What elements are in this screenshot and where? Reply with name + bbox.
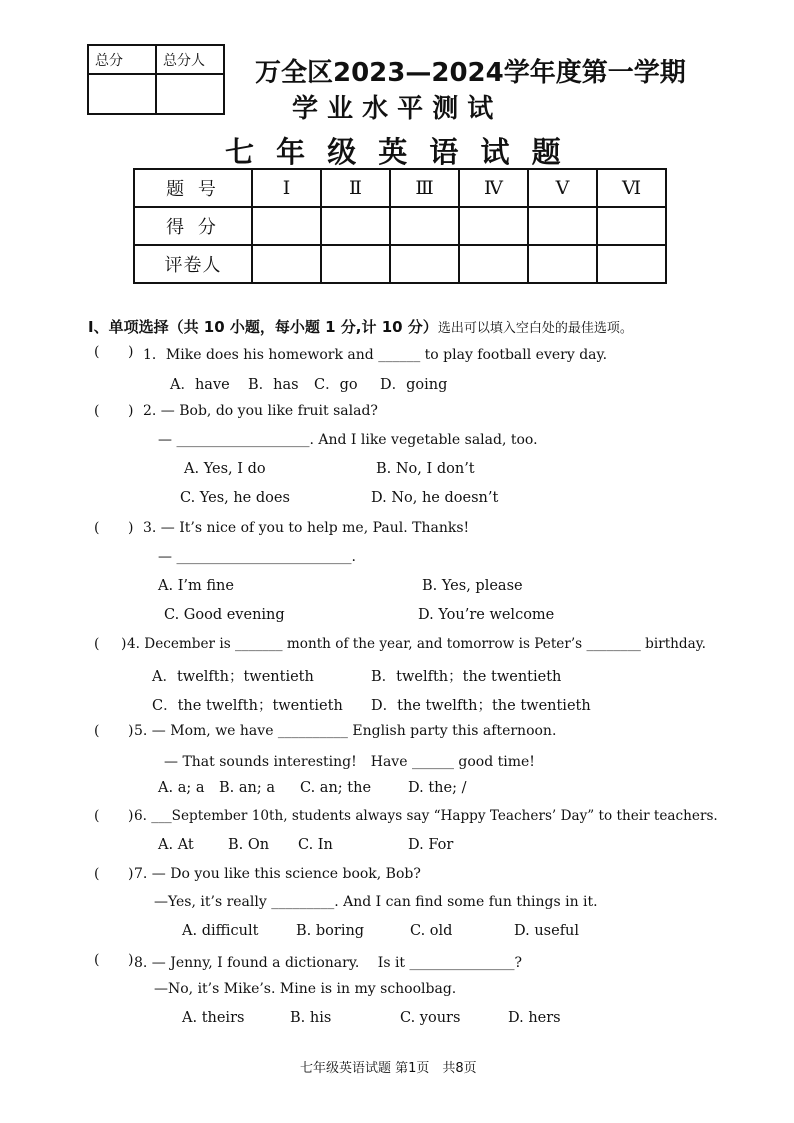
answer-paren-close: ) (128, 952, 134, 968)
answer-paren-open: ( (94, 723, 100, 739)
col-5: Ⅴ (528, 169, 597, 207)
option[interactable]: B. an; a (219, 780, 275, 796)
option[interactable]: B．twelfth；the twentieth (371, 669, 562, 685)
total-score-label: 总分 (88, 45, 156, 74)
option[interactable]: B．has (248, 377, 299, 393)
total-scorer-label: 总分人 (156, 45, 224, 74)
answer-paren-close: ) (128, 520, 134, 536)
grade-score-row (134, 207, 666, 245)
answer-paren-open: ( (94, 636, 100, 652)
col-1: Ⅰ (252, 169, 321, 207)
option[interactable]: B. No, I don’t (376, 461, 475, 477)
option[interactable]: A．have (170, 377, 230, 393)
exam-title-line2: 学 业 水 平 测 试 (292, 94, 494, 124)
answer-paren-close: ) (121, 636, 127, 652)
marker-cell[interactable] (597, 245, 666, 283)
option[interactable]: A. I’m fine (158, 578, 234, 594)
option[interactable]: B. boring (296, 923, 365, 939)
question-8-reply: —No, it’s Mike’s. Mine is in my schoolbag. (154, 981, 457, 997)
score-cell[interactable] (252, 207, 321, 245)
option[interactable]: D. the; / (408, 780, 467, 796)
grade-table (133, 168, 667, 284)
grade-header-row (134, 169, 666, 207)
option[interactable]: C. an; the (300, 780, 372, 796)
marker-cell[interactable] (459, 245, 528, 283)
marker-cell[interactable] (252, 245, 321, 283)
option[interactable]: C．go (314, 377, 358, 393)
option[interactable]: D．going (380, 377, 448, 393)
option[interactable]: C．the twelfth；twentieth (152, 698, 343, 714)
section-title: Ⅰ、单项选择（共 10 小题，每小题 1 分,计 10 分） (88, 318, 438, 336)
col-4: Ⅳ (459, 169, 528, 207)
row-label-score: 得 分 (134, 207, 252, 245)
option[interactable]: C. yours (400, 1010, 461, 1026)
question-7-stem: 7. — Do you like this science book, Bob? (134, 866, 421, 882)
question-2-reply: — ___________________. And I like vegetable salad, too. (158, 432, 538, 448)
option[interactable]: A. difficult (182, 923, 259, 939)
option[interactable]: B. On (228, 837, 270, 853)
total-scorer-cell[interactable] (156, 74, 224, 114)
answer-paren-open: ( (94, 808, 100, 824)
option[interactable]: B. Yes, please (422, 578, 523, 594)
option[interactable]: C. Good evening (164, 607, 285, 623)
question-1-stem: 1．Mike does his homework and ______ to play football every day. (143, 347, 608, 363)
option[interactable]: A. a; a (158, 780, 205, 796)
option[interactable]: C. Yes, he does (180, 490, 290, 506)
marker-cell[interactable] (390, 245, 459, 283)
answer-paren-close: ) (128, 866, 134, 882)
answer-paren-close: ) (128, 344, 134, 360)
total-score-cell[interactable] (88, 74, 156, 114)
row-label-number: 题 号 (134, 169, 252, 207)
question-6-stem: 6. ___September 10th, students always say “Happy Teachers’ Day” to their teachers. (134, 808, 718, 824)
answer-paren-close: ) (128, 723, 134, 739)
option[interactable]: A. Yes, I do (184, 461, 266, 477)
question-3-stem: 3. — It’s nice of you to help me, Paul. Thanks! (143, 520, 470, 536)
col-2: Ⅱ (321, 169, 390, 207)
question-5-reply: — That sounds interesting! Have ______ good time! (164, 754, 535, 770)
score-cell[interactable] (528, 207, 597, 245)
total-score-box (87, 44, 225, 115)
option[interactable]: D. useful (514, 923, 580, 939)
col-3: Ⅲ (390, 169, 459, 207)
section-heading (88, 316, 633, 337)
option[interactable]: A. theirs (182, 1010, 245, 1026)
option[interactable]: D．the twelfth；the twentieth (371, 698, 591, 714)
question-7-reply: —Yes, it’s really _________. And I can find some fun things in it. (154, 894, 598, 910)
answer-paren-open: ( (94, 520, 100, 536)
question-2-stem: 2. — Bob, do you like fruit salad? (143, 403, 378, 419)
answer-paren-close: ) (128, 808, 134, 824)
score-cell[interactable] (597, 207, 666, 245)
row-label-marker: 评卷人 (134, 245, 252, 283)
option[interactable]: D. No, he doesn’t (371, 490, 499, 506)
answer-paren-close: ) (128, 403, 134, 419)
option[interactable]: A. At (158, 837, 194, 853)
col-6: Ⅵ (597, 169, 666, 207)
option[interactable]: A．twelfth；twentieth (152, 669, 314, 685)
question-8-stem: 8. — Jenny, I found a dictionary. Is it _______________? (134, 955, 523, 971)
question-5-stem: 5. — Mom, we have __________ English party this afternoon. (134, 723, 557, 739)
option[interactable]: C. In (298, 837, 333, 853)
section-instruction: 选出可以填入空白处的最佳选项。 (437, 321, 633, 336)
exam-title-line1: 万全区2023—2024学年度第一学期 (255, 58, 686, 88)
page-footer: 七年级英语试题 第1页 共8页 (300, 1061, 477, 1076)
score-cell[interactable] (459, 207, 528, 245)
score-cell[interactable] (321, 207, 390, 245)
option[interactable]: C. old (410, 923, 453, 939)
option[interactable]: B. his (290, 1010, 332, 1026)
score-cell[interactable] (390, 207, 459, 245)
option[interactable]: D. For (408, 837, 454, 853)
exam-title-line3: 七 年 级 英 语 试 题 (225, 135, 567, 169)
answer-paren-open: ( (94, 866, 100, 882)
option[interactable]: D. hers (508, 1010, 561, 1026)
grade-marker-row (134, 245, 666, 283)
option[interactable]: D. You’re welcome (418, 607, 555, 623)
answer-paren-open: ( (94, 952, 100, 968)
answer-paren-open: ( (94, 403, 100, 419)
answer-paren-open: ( (94, 344, 100, 360)
marker-cell[interactable] (528, 245, 597, 283)
question-3-reply: — _________________________. (158, 549, 356, 565)
marker-cell[interactable] (321, 245, 390, 283)
question-4-stem: 4. December is _______ month of the year, and tomorrow is Peter’s ________ birthday. (127, 636, 706, 652)
